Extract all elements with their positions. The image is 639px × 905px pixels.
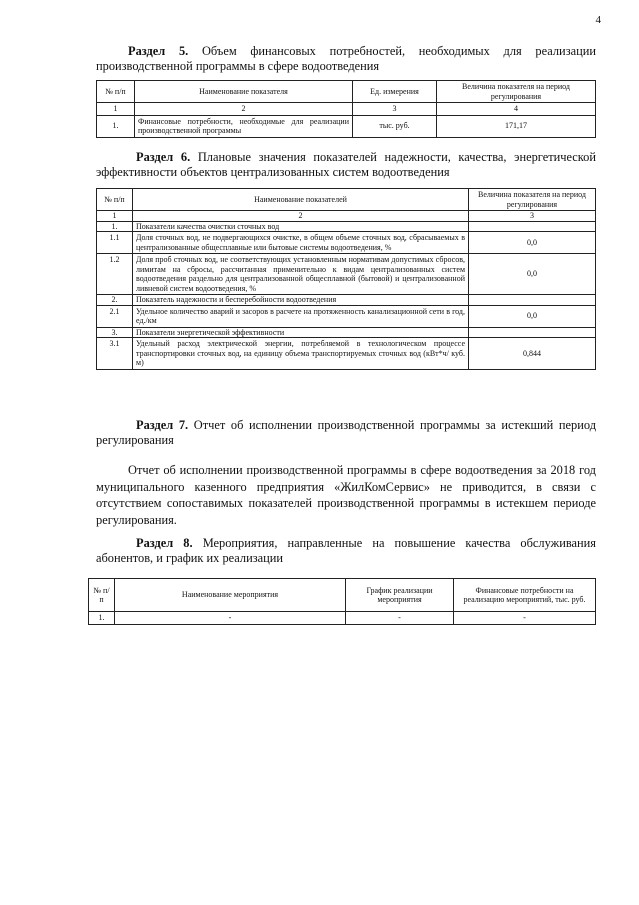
- table-numbering-row: [97, 211, 596, 222]
- section6-heading: [96, 150, 596, 180]
- section6-table: [96, 188, 596, 370]
- row-schedule: -: [346, 612, 454, 625]
- row-name: Доля проб сточных вод, не соответствующих установленным нормативам допустимых сбросов, лимитам на сбросы, рассчитанная применительно к видам централизованных систем водоотведения раздельно для централизованной общесплавной (бытовой) и централизованной ливневой систем водоотведения, %: [133, 254, 469, 295]
- table-header-row: [89, 579, 596, 612]
- section8-label: Раздел 8.: [136, 536, 193, 550]
- row-name: -: [115, 612, 346, 625]
- section7-paragraph: Отчет об исполнении производственной программы в сфере водоотведения за 2018 год муниципального казенного предприятия «ЖилКомСервис» не приводится, в связи с отсутствием сопоставимых показателей производственной программы в истекшем периоде регулирования.: [96, 463, 596, 527]
- section5-table: [96, 80, 596, 138]
- row-number: 3.1: [97, 338, 133, 370]
- header-cell: Величина показателя на период регулирования: [437, 81, 596, 103]
- table-group-row: [97, 295, 596, 306]
- section8-heading: [96, 536, 596, 566]
- row-cost: -: [454, 612, 596, 625]
- row-value: 0,0: [469, 232, 596, 254]
- row-number: 1.: [97, 221, 133, 232]
- row-value: [469, 295, 596, 306]
- numbering-cell: 1: [97, 211, 133, 222]
- row-name: Удельное количество аварий и засоров в расчете на протяженность канализационной сети в год, ед./км: [133, 305, 469, 327]
- row-number: 1.: [89, 612, 115, 625]
- row-value: 0,844: [469, 338, 596, 370]
- table-row: [97, 338, 596, 370]
- section6-label: Раздел 6.: [136, 150, 191, 164]
- numbering-cell: 4: [437, 103, 596, 116]
- table-numbering-row: [97, 103, 596, 116]
- page-number: 4: [595, 14, 601, 26]
- section5-title: Объем финансовых потребностей, необходимых для реализации производственной программы в сфере водоотведения: [96, 44, 596, 73]
- section8-title: Мероприятия, направленные на повышение качества обслуживания абонентов, и график их реализации: [96, 536, 596, 565]
- section7-heading: [96, 418, 596, 448]
- header-cell: № п/п: [97, 189, 133, 211]
- row-name: Показатели качества очистки сточных вод: [133, 221, 469, 232]
- header-cell: № п/п: [89, 579, 115, 612]
- row-name: Удельный расход электрической энергии, потребляемой в технологическом процессе транспортировки сточных вод, на единицу объема транспортируемых сточных вод (кВт*ч/ куб. м): [133, 338, 469, 370]
- row-value: 0,0: [469, 254, 596, 295]
- row-number: 2.: [97, 295, 133, 306]
- table-row: [97, 254, 596, 295]
- header-cell: Ед. измерения: [353, 81, 437, 103]
- row-name: Показатели энергетической эффективности: [133, 327, 469, 338]
- row-value: 0,0: [469, 305, 596, 327]
- section7-label: Раздел 7.: [136, 418, 189, 432]
- header-cell: График реализации мероприятия: [346, 579, 454, 612]
- table-group-row: [97, 327, 596, 338]
- table-group-row: [97, 221, 596, 232]
- row-name: Показатель надежности и бесперебойности водоотведения: [133, 295, 469, 306]
- section7-title: Отчет об исполнении производственной программы за истекший период регулирования: [96, 418, 596, 447]
- row-number: 2.1: [97, 305, 133, 327]
- row-name: Доля сточных вод, не подвергающихся очистке, в общем объеме сточных вод, сбрасываемых в централизованные общесплавные или бытовые системы водоотведения, %: [133, 232, 469, 254]
- numbering-cell: 1: [97, 103, 135, 116]
- numbering-cell: 2: [133, 211, 469, 222]
- row-number: 1.1: [97, 232, 133, 254]
- table-header-row: [97, 81, 596, 103]
- header-cell: Наименование показателя: [135, 81, 353, 103]
- row-number: 1.2: [97, 254, 133, 295]
- table-header-row: [97, 189, 596, 211]
- row-value: [469, 327, 596, 338]
- row-name: Финансовые потребности, необходимые для реализации производственной программы: [135, 115, 353, 137]
- row-number: 1.: [97, 115, 135, 137]
- numbering-cell: 2: [135, 103, 353, 116]
- header-cell: Наименование показателей: [133, 189, 469, 211]
- row-number: 3.: [97, 327, 133, 338]
- header-cell: Финансовые потребности на реализацию мероприятий, тыс. руб.: [454, 579, 596, 612]
- header-cell: № п/п: [97, 81, 135, 103]
- numbering-cell: 3: [469, 211, 596, 222]
- header-cell: Наименование мероприятия: [115, 579, 346, 612]
- table-row: [89, 612, 596, 625]
- section5-heading: [96, 44, 596, 74]
- table-row: [97, 115, 596, 137]
- header-cell: Величина показателя на период регулирования: [469, 189, 596, 211]
- section6-title: Плановые значения показателей надежности, качества, энергетической эффективности объектов централизованных систем водоотведения: [96, 150, 596, 179]
- section8-table: [88, 578, 596, 625]
- row-value: 171,17: [437, 115, 596, 137]
- row-value: [469, 221, 596, 232]
- row-unit: тыс. руб.: [353, 115, 437, 137]
- section5-label: Раздел 5.: [128, 44, 189, 58]
- numbering-cell: 3: [353, 103, 437, 116]
- table-row: [97, 305, 596, 327]
- table-row: [97, 232, 596, 254]
